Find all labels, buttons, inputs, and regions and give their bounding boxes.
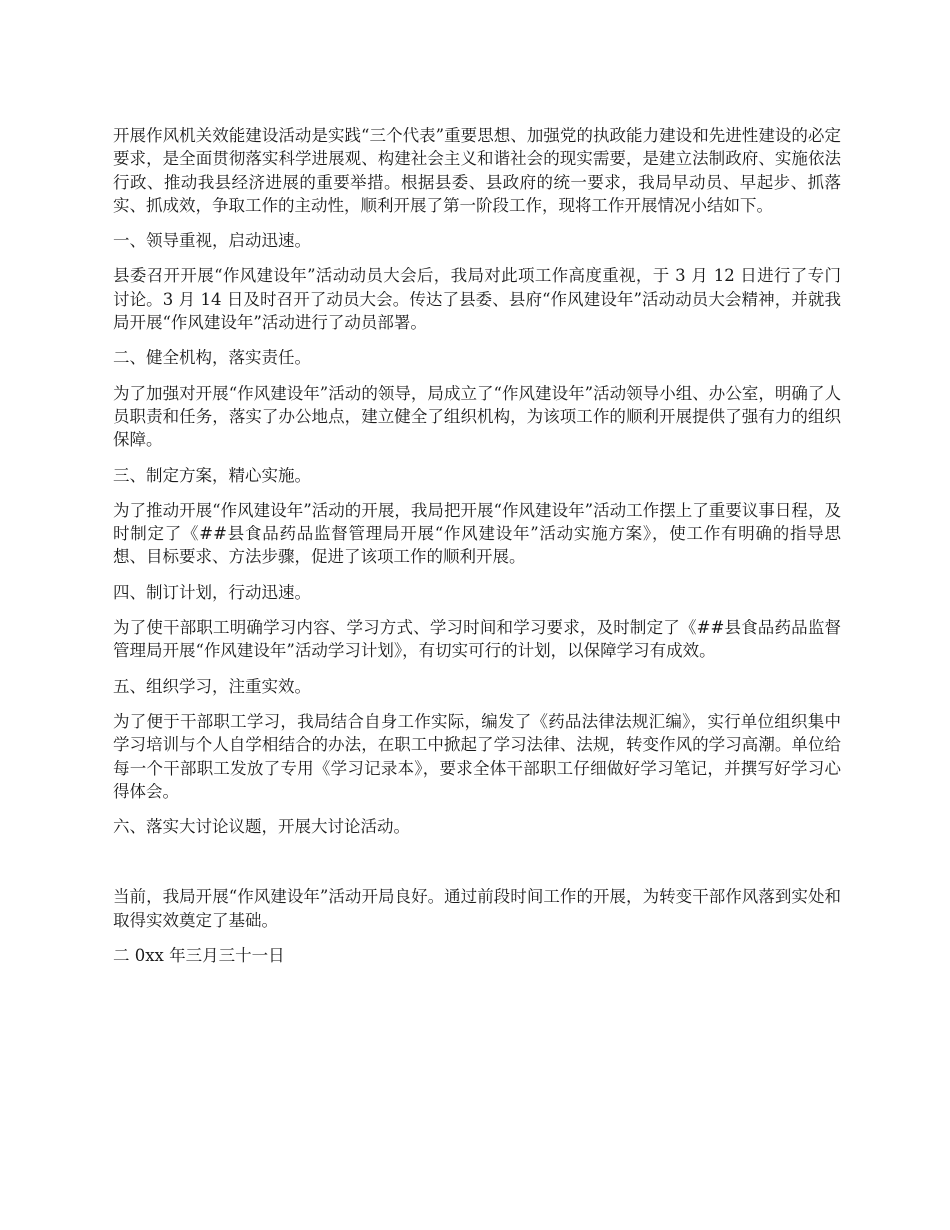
closing-paragraph: 当前，我局开展“作风建设年”活动开局良好。通过前段时间工作的开展，为转变干部作风落到实处和取得实效奠定了基础。 <box>113 887 841 930</box>
section-3-body: 为了推动开展“作风建设年”活动的开展，我局把开展“作风建设年”活动工作摆上了重要议事日程，及时制定了《##县食品药品监督管理局开展“作风建设年”活动实施方案》，使工作有明确的指导思想、目标要求、方法步骤，促进了该项工作的顺利开展。 <box>113 500 841 567</box>
section-2-body: 为了加强对开展“作风建设年”活动的领导，局成立了“作风建设年”活动领导小组、办公室，明确了人员职责和任务，落实了办公地点，建立健全了组织机构，为该项工作的顺利开展提供了强有力的组织保障。 <box>113 383 841 450</box>
section-1-heading: 一、领导重视，启动迅速。 <box>113 231 311 251</box>
section-4-heading: 四、制订计划，行动迅速。 <box>113 582 311 602</box>
section-6-heading: 六、落实大讨论议题，开展大讨论活动。 <box>113 817 410 837</box>
section-2-heading: 二、健全机构，落实责任。 <box>113 348 311 368</box>
blank-space <box>113 850 841 885</box>
document-date: 二 0xx 年三月三十一日 <box>113 946 285 966</box>
document-body <box>113 124 841 967</box>
section-5-heading: 五、组织学习，注重实效。 <box>113 676 311 696</box>
section-4-body: 为了使干部职工明确学习内容、学习方式、学习时间和学习要求，及时制定了《##县食品药品监督管理局开展“作风建设年”活动学习计划》，有切实可行的计划，以保障学习有成效。 <box>113 618 841 661</box>
section-1-body: 县委召开开展“作风建设年”活动动员大会后，我局对此项工作高度重视，于 3 月 12 日进行了专门讨论。3 月 14 日及时召开了动员大会。传达了县委、县府“作风建设年”活动动员大会精神，并就我局开展“作风建设年”活动进行了动员部署。 <box>113 266 841 333</box>
section-5-body: 为了便于干部职工学习，我局结合自身工作实际，编发了《药品法律法规汇编》，实行单位组织集中学习培训与个人自学相结合的办法，在职工中掀起了学习法律、法规，转变作风的学习高潮。单位给每一个干部职工发放了专用《学习记录本》，要求全体干部职工仔细做好学习笔记，并撰写好学习心得体会。 <box>113 711 841 801</box>
section-3-heading: 三、制定方案，精心实施。 <box>113 465 311 485</box>
intro-paragraph: 开展作风机关效能建设活动是实践“三个代表”重要思想、加强党的执政能力建设和先进性建设的必定要求，是全面贯彻落实科学进展观、构建社会主义和谐社会的现实需要，是建立法制政府、实施依法行政、推动我县经济进展的重要举措。根据县委、县政府的统一要求，我局早动员、早起步、抓落实、抓成效，争取工作的主动性，顺利开展了第一阶段工作，现将工作开展情况小结如下。 <box>113 126 841 215</box>
